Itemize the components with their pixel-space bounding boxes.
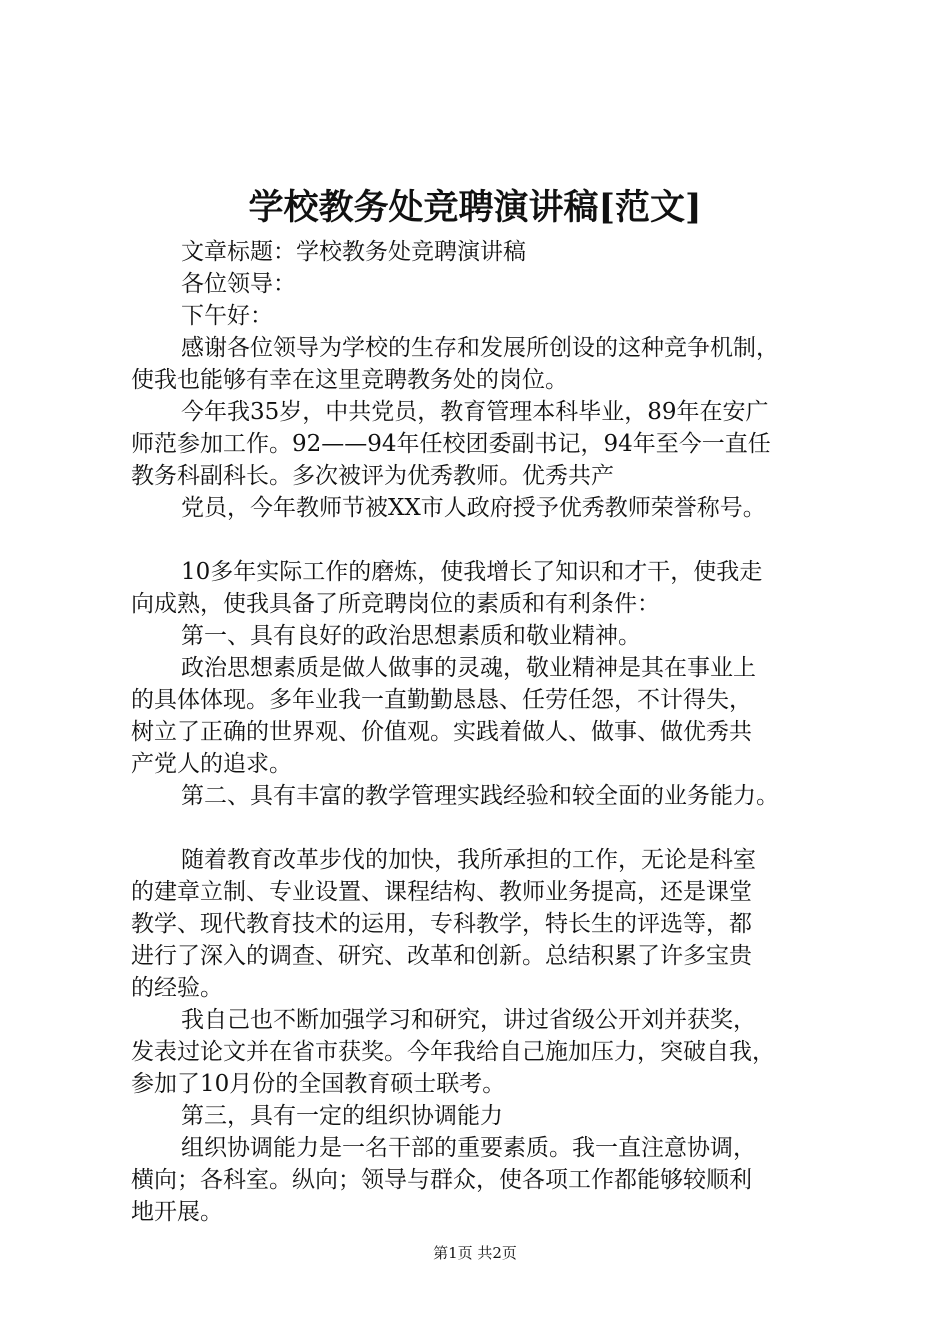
page-number-footer: 第1页 共2页 <box>433 1244 517 1262</box>
paragraph-line: 感谢各位领导为学校的生存和发展所创设的这种竞争机制， <box>181 335 779 361</box>
paragraph-greeting: 下午好： <box>181 303 273 329</box>
paragraph-line: 进行了深入的调查、研究、改革和创新。总结积累了许多宝贵 <box>131 943 752 969</box>
paragraph-line: 随着教育改革步伐的加快，我所承担的工作，无论是科室 <box>181 847 756 873</box>
paragraph-line: 横向；各科室。纵向；领导与群众，使各项工作都能够较顺利 <box>131 1167 752 1193</box>
paragraph-heading-third: 第三，具有一定的组织协调能力 <box>181 1103 503 1129</box>
document-title: 学校教务处竞聘演讲稿[范文] <box>248 187 702 228</box>
paragraph-salutation: 各位领导： <box>181 271 296 297</box>
paragraph-line: 教务科副科长。多次被评为优秀教师。优秀共产 <box>131 463 614 489</box>
paragraph-line: 今年我35岁，中共党员，教育管理本科毕业，89年在安广 <box>181 399 769 425</box>
paragraph-line: 产党人的追求。 <box>131 751 292 777</box>
paragraph-line: 参加了10月份的全国教育硕士联考。 <box>131 1071 506 1097</box>
paragraph-heading-second: 第二、具有丰富的教学管理实践经验和较全面的业务能力。 <box>181 783 779 809</box>
paragraph-line: 师范参加工作。92——94年任校团委副书记，94年至今一直任 <box>131 431 771 457</box>
paragraph-heading-first: 第一、具有良好的政治思想素质和敬业精神。 <box>181 623 641 649</box>
paragraph-line: 党员，今年教师节被XX市人政府授予优秀教师荣誉称号。 <box>181 495 766 521</box>
paragraph-line: 教学、现代教育技术的运用，专科教学，特长生的评选等，都 <box>131 911 752 937</box>
blank-line <box>131 524 839 556</box>
document-body <box>131 236 839 1228</box>
paragraph-article-title: 文章标题：学校教务处竞聘演讲稿 <box>181 239 526 265</box>
paragraph-line: 组织协调能力是一名干部的重要素质。我一直注意协调， <box>181 1135 756 1161</box>
paragraph-line: 发表过论文并在省市获奖。今年我给自己施加压力，突破自我， <box>131 1039 775 1065</box>
paragraph-line: 向成熟，使我具备了所竞聘岗位的素质和有利条件： <box>131 591 660 617</box>
paragraph-line: 我自己也不断加强学习和研究，讲过省级公开刘并获奖， <box>181 1007 756 1033</box>
paragraph-line: 的具体体现。多年业我一直勤勤恳恳、任劳任怨，不计得失， <box>131 687 752 713</box>
paragraph-line: 政治思想素质是做人做事的灵魂，敬业精神是其在事业上 <box>181 655 756 681</box>
paragraph-line: 地开展。 <box>131 1199 223 1225</box>
blank-line <box>131 812 839 844</box>
paragraph-line: 的建章立制、专业设置、课程结构、教师业务提高，还是课堂 <box>131 879 752 905</box>
paragraph-line: 树立了正确的世界观、价值观。实践着做人、做事、做优秀共 <box>131 719 752 745</box>
paragraph-line: 使我也能够有幸在这里竞聘教务处的岗位。 <box>131 367 568 393</box>
paragraph-line: 的经验。 <box>131 975 223 1001</box>
paragraph-line: 10多年实际工作的磨炼，使我增长了知识和才干，使我走 <box>181 559 763 585</box>
